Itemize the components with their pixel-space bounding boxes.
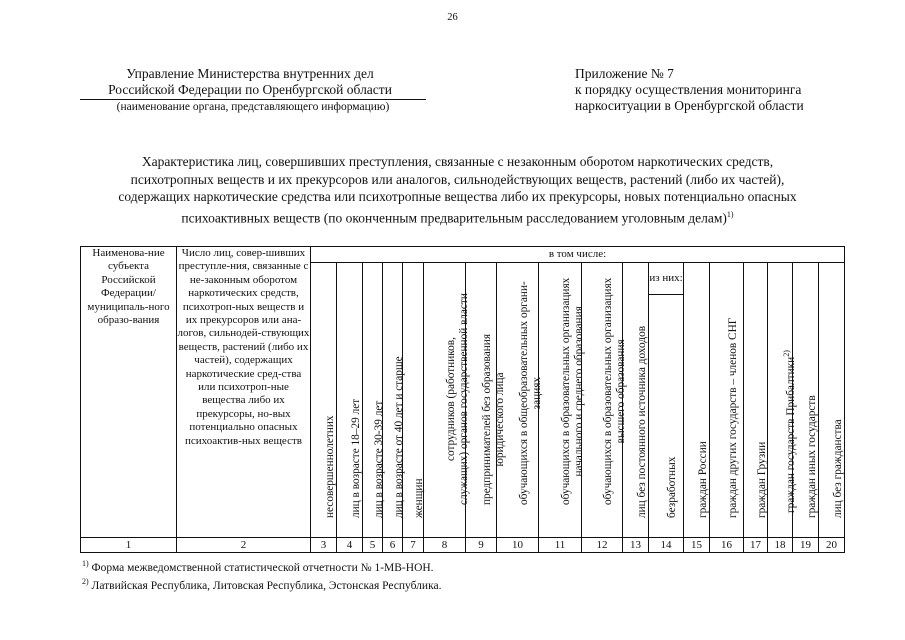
footnote-2-text: Латвийская Республика, Литовская Республика, Эстонская Республика. bbox=[91, 579, 442, 592]
col-number: 12 bbox=[582, 538, 623, 553]
appendix-line-2: к порядку осуществления мониторинга bbox=[575, 82, 802, 97]
footnote-1-text: Форма межведомственной статистической отчетности № 1-МВ-НОН. bbox=[91, 561, 434, 574]
footnote-2-mark: 2) bbox=[82, 577, 89, 586]
col-number: 13 bbox=[623, 538, 649, 553]
col-number: 3 bbox=[311, 538, 337, 553]
appendix-line-1: Приложение № 7 bbox=[575, 66, 674, 81]
data-table bbox=[80, 246, 845, 553]
header-baltic-citizens: граждан государств Прибалтики$^{2)}$ bbox=[768, 263, 793, 538]
header-vocational-students: обучающихся в образовательных организациях начального и среднего образования bbox=[539, 263, 582, 538]
col-number: 18 bbox=[768, 538, 793, 553]
col-number: 10 bbox=[497, 538, 539, 553]
header-higher-ed-students: обучающихся в образовательных организациях высшего образования bbox=[582, 263, 623, 538]
col-number: 7 bbox=[403, 538, 424, 553]
title-footnote-mark: 1) bbox=[726, 209, 734, 219]
col-number: 19 bbox=[793, 538, 819, 553]
header-subject: Наименова-ние субъекта Российской Федерации/ муниципаль-ного образо-вания bbox=[81, 247, 177, 538]
header-russian-citizens: граждан России bbox=[684, 263, 710, 538]
header-minors: несовершеннолетних bbox=[311, 263, 337, 538]
header-women: женщин bbox=[403, 263, 424, 538]
footnote-2 bbox=[82, 575, 441, 593]
header-age-40-plus: лиц в возрасте от 40 лет и старше bbox=[383, 263, 403, 538]
appendix-line-3: наркоситуации в Оренбургской области bbox=[575, 98, 804, 113]
org-line-1: Управление Министерства внутренних дел bbox=[126, 66, 374, 81]
col-number: 16 bbox=[710, 538, 744, 553]
header-stateless: лиц без гражданства bbox=[819, 263, 845, 538]
baltic-footnote-mark: 2) bbox=[782, 350, 791, 358]
org-line-2: Российской Федерации по Оренбургской области bbox=[108, 82, 392, 97]
header-unemployed: безработных bbox=[649, 295, 684, 538]
col-number: 4 bbox=[337, 538, 363, 553]
organization-block bbox=[80, 66, 420, 98]
header-entrepreneurs: предпринимателей без образования юридического лица bbox=[466, 263, 497, 538]
header-of-them: из них: bbox=[649, 263, 684, 295]
page-number: 26 bbox=[447, 12, 458, 23]
header-georgia-citizens: граждан Грузии bbox=[744, 263, 768, 538]
col-number: 5 bbox=[363, 538, 383, 553]
col-number: 17 bbox=[744, 538, 768, 553]
title-line: психоактивных веществ (по оконченным предварительным расследованием уголовным делам)$^{1)}$ bbox=[181, 209, 734, 225]
header-state-employees: сотрудников (работников, служащих) органов государственной власти bbox=[424, 263, 466, 538]
appendix-block bbox=[575, 66, 804, 114]
header-school-students: обучающихся в общеобразовательных органи- зациях bbox=[497, 263, 539, 538]
col-number: 15 bbox=[684, 538, 710, 553]
col-number: 1 bbox=[81, 538, 177, 553]
col-number: 14 bbox=[649, 538, 684, 553]
title-line: содержащих наркотические средства или психотропные вещества либо их прекурсоры, новых потенциально опасных bbox=[118, 189, 797, 204]
col-number: 11 bbox=[539, 538, 582, 553]
header-age-30-39: лиц в возрасте 30-39 лет bbox=[363, 263, 383, 538]
col-number: 20 bbox=[819, 538, 845, 553]
col-number: 2 bbox=[177, 538, 311, 553]
title-line: психотропных веществ и их прекурсоров или аналогов, сильнодействующих веществ, растений (либо их частей), bbox=[130, 171, 785, 187]
header-total: Число лиц, совер-шивших преступле-ния, связанные с не-законным оборотом наркотических средств, психотроп-ных веществ и их прекурсоров или ана-логов, сильнодей-ствующих веществ, растений (либо их частей), содержащих наркотические сред-ства или психотроп-ные вещества либо их прекурсоры, но-вых потенциально опасных психоактив-ных веществ bbox=[177, 247, 311, 538]
header-no-income: лиц без постоянного источника доходов bbox=[623, 263, 649, 538]
title-line: Характеристика лиц, совершивших преступления, связанные с незаконным оборотом наркотических средств, bbox=[141, 154, 774, 169]
header-age-18-29: лиц в возрасте 18–29 лет bbox=[337, 263, 363, 538]
org-caption: (наименование органа, представляющего информацию) bbox=[116, 101, 390, 113]
col-number: 6 bbox=[383, 538, 403, 553]
header-including: в том числе: bbox=[311, 247, 845, 263]
header-other-citizens: граждан иных государств bbox=[793, 263, 819, 538]
header-cis-citizens: граждан других государств – членов СНГ bbox=[710, 263, 744, 538]
footnote-1-mark: 1) bbox=[82, 559, 89, 568]
col-number: 8 bbox=[424, 538, 466, 553]
document-title bbox=[60, 153, 855, 227]
col-number: 9 bbox=[466, 538, 497, 553]
footnote-1 bbox=[82, 557, 434, 575]
